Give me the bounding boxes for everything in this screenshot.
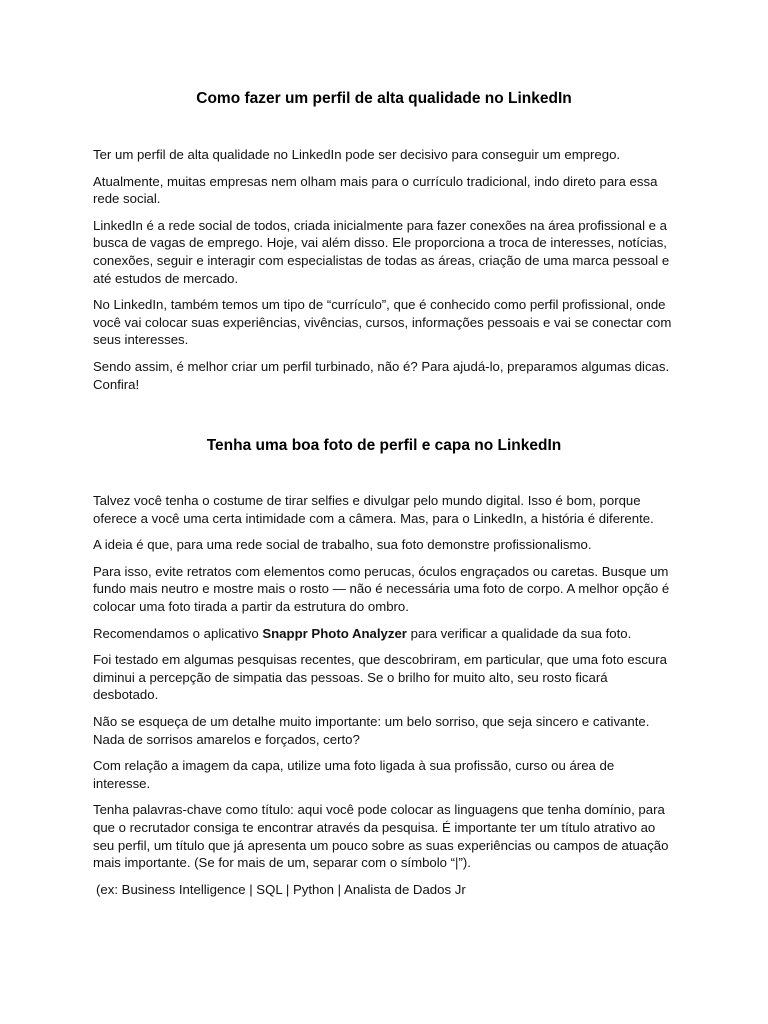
intro-paragraph-3: LinkedIn é a rede social de todos, criada inicialmente para fazer conexões na área profissional e a busca de vagas de emprego. Hoje, vai além disso. Ele proporciona a troca de interesses, notícias, conexões, seguir e interagir com especialistas de todas as áreas, criação de uma marca pessoal e até estudos de mercado. <box>93 217 670 286</box>
app-recommendation-prefix: Recomendamos o aplicativo <box>93 625 263 641</box>
photo-paragraph-8: Tenha palavras-chave como título: aqui você pode colocar as linguagens que tenha domínio, para que o recrutador consiga te encontrar através da pesquisa. É importante ter um título atrativo ao seu perfil, um título que já apresenta um pouco sobre as suas experiências ou campos de atuação mais importante. (Se for mais de um, separar com o símbolo “|”). <box>93 802 669 871</box>
intro-paragraph-4: No LinkedIn, também temos um tipo de “currículo”, que é conhecido como perfil profissional, onde você vai colocar suas experiências, vivências, cursos, informações pessoais e vai se conectar com seus interesses. <box>93 297 672 348</box>
headline-example: (ex: Business Intelligence | SQL | Python | Analista de Dados Jr <box>96 881 466 897</box>
section-heading-photo: Tenha uma boa foto de perfil e capa no LinkedIn <box>206 437 562 454</box>
photo-section <box>93 492 675 907</box>
intro-paragraph-1: Ter um perfil de alta qualidade no LinkedIn pode ser decisivo para conseguir um emprego. <box>93 147 621 162</box>
document-title: Como fazer um perfil de alta qualidade no LinkedIn <box>196 90 572 107</box>
photo-paragraph-3: Para isso, evite retratos com elementos como perucas, óculos engraçados ou caretas. Busque um fundo mais neutro e mostre mais o rosto — não é necessária uma foto de corpo. A melhor opção é colocar uma foto tirada a partir da estrutura do ombro. <box>93 563 670 614</box>
app-recommendation-suffix: para verificar a qualidade da sua foto. <box>406 625 632 641</box>
intro-paragraph-2: Atualmente, muitas empresas nem olham mais para o currículo tradicional, indo direto para essa rede social. <box>93 173 658 207</box>
intro-section <box>93 146 675 402</box>
photo-paragraph-7: Com relação a imagem da capa, utilize uma foto ligada à sua profissão, curso ou área de interesse. <box>93 758 615 791</box>
intro-paragraph-5: Sendo assim, é melhor criar um perfil turbinado, não é? Para ajudá-lo, preparamos algumas dicas. Confira! <box>93 358 670 392</box>
photo-paragraph-2: A ideia é que, para uma rede social de trabalho, sua foto demonstre profissionalismo. <box>93 537 592 553</box>
app-name: Snappr Photo Analyzer <box>262 625 407 641</box>
photo-paragraph-6: Não se esqueça de um detalhe muito importante: um belo sorriso, que seja sincero e cativante. Nada de sorrisos amarelos e forçados, certo? <box>93 713 650 747</box>
photo-paragraph-4 <box>93 625 675 643</box>
photo-paragraph-1: Talvez você tenha o costume de tirar selfies e divulgar pelo mundo digital. Isso é bom, porque oferece a você uma certa intimidade com a câmera. Mas, para o LinkedIn, a história é diferente. <box>93 493 654 526</box>
photo-paragraph-5: Foi testado em algumas pesquisas recentes, que descobriram, em particular, que uma foto escura diminui a percepção de simpatia das pessoas. Se o brilho for muito alto, seu rosto ficará desbotado. <box>93 652 667 703</box>
